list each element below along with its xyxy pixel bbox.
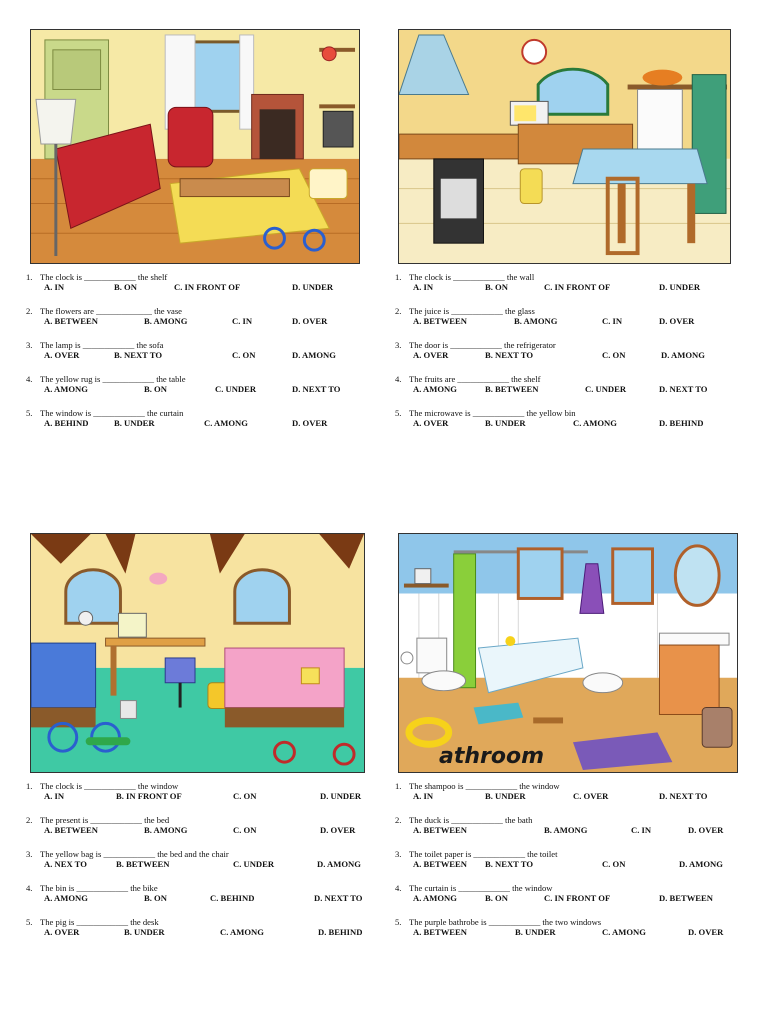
question-text: The flowers are _____________ the vase xyxy=(40,306,182,316)
question-item xyxy=(26,782,371,816)
option-b[interactable]: B. AMONG xyxy=(544,825,588,835)
question-item xyxy=(26,409,366,443)
option-d[interactable]: D. OVER xyxy=(292,418,328,428)
option-c[interactable]: C. IN FRONT OF xyxy=(174,282,241,292)
option-d[interactable]: D. UNDER xyxy=(320,791,362,801)
question-text: The window is ____________ the curtain xyxy=(40,408,184,418)
option-a[interactable]: A. AMONG xyxy=(44,893,88,903)
question-number: 4. xyxy=(26,883,33,893)
question-number: 3. xyxy=(395,849,402,859)
question-number: 4. xyxy=(395,374,402,384)
option-a[interactable]: A. OVER xyxy=(413,350,449,360)
question-item xyxy=(26,816,371,850)
option-d[interactable]: D. OVER xyxy=(688,825,724,835)
option-c[interactable]: C. ON xyxy=(602,350,626,360)
question-item xyxy=(395,409,735,443)
question-item xyxy=(395,273,735,307)
question-number: 5. xyxy=(26,408,33,418)
option-a[interactable]: A. AMONG xyxy=(413,893,457,903)
option-c[interactable]: C. AMONG xyxy=(573,418,617,428)
option-a[interactable]: A. OVER xyxy=(44,927,80,937)
option-b[interactable]: B. UNDER xyxy=(124,927,165,937)
question-text: The yellow bag is ____________ the bed and the chair xyxy=(40,849,229,859)
option-c[interactable]: C. ON xyxy=(602,859,626,869)
option-a[interactable]: A. OVER xyxy=(413,418,449,428)
question-item xyxy=(26,273,366,307)
question-text: The yellow rug is ____________ the table xyxy=(40,374,186,384)
option-c[interactable]: C. UNDER xyxy=(585,384,627,394)
option-b[interactable]: B. ON xyxy=(144,384,167,394)
question-number: 2. xyxy=(26,306,33,316)
option-c[interactable]: C. AMONG xyxy=(204,418,248,428)
option-a[interactable]: A. NEX TO xyxy=(44,859,87,869)
option-c[interactable]: C. UNDER xyxy=(233,859,275,869)
question-text: The microwave is ____________ the yellow bin xyxy=(409,408,576,418)
living-room-illustration xyxy=(30,29,360,264)
question-number: 5. xyxy=(26,917,33,927)
question-text: The clock is ____________ the shelf xyxy=(40,272,168,282)
option-c[interactable]: C. ON xyxy=(232,350,256,360)
question-text: The clock is ____________ the wall xyxy=(409,272,535,282)
option-c[interactable]: C. AMONG xyxy=(602,927,646,937)
option-b[interactable]: B. UNDER xyxy=(515,927,556,937)
question-item xyxy=(26,307,366,341)
question-text: The toilet paper is ____________ the toilet xyxy=(409,849,558,859)
option-b[interactable]: B. ON xyxy=(485,282,508,292)
question-number: 1. xyxy=(26,781,33,791)
option-c[interactable]: C. ON xyxy=(233,825,257,835)
option-c[interactable]: C. IN xyxy=(602,316,623,326)
kitchen-question-list xyxy=(395,273,735,443)
question-number: 2. xyxy=(395,815,402,825)
option-c[interactable]: C. IN FRONT OF xyxy=(544,282,611,292)
option-b[interactable]: B. NEXT TO xyxy=(114,350,163,360)
option-d[interactable]: D. BETWEEN xyxy=(659,893,713,903)
option-a[interactable]: A. BETWEEN xyxy=(413,316,467,326)
option-b[interactable]: B. AMONG xyxy=(144,316,188,326)
question-item xyxy=(26,375,366,409)
question-number: 3. xyxy=(26,849,33,859)
question-number: 3. xyxy=(26,340,33,350)
question-text: The clock is ____________ the window xyxy=(40,781,179,791)
option-d[interactable]: D. BEHIND xyxy=(318,927,363,937)
option-d[interactable]: D. AMONG xyxy=(317,859,361,869)
question-number: 4. xyxy=(395,883,402,893)
option-b[interactable]: B. AMONG xyxy=(514,316,558,326)
question-number: 2. xyxy=(26,815,33,825)
question-text: The bin is ____________ the bike xyxy=(40,883,158,893)
option-c[interactable]: C. ON xyxy=(233,791,257,801)
option-d[interactable]: D. OVER xyxy=(292,316,328,326)
question-number: 3. xyxy=(395,340,402,350)
question-text: The fruits are ____________ the shelf xyxy=(409,374,541,384)
option-b[interactable]: B. AMONG xyxy=(144,825,188,835)
bathroom-illustration xyxy=(398,533,738,773)
option-a[interactable]: A. IN xyxy=(413,282,434,292)
bedroom-illustration xyxy=(30,533,365,773)
option-d[interactable]: D. OVER xyxy=(688,927,724,937)
option-c[interactable]: C. UNDER xyxy=(215,384,257,394)
option-d[interactable]: D. NEXT TO xyxy=(659,791,708,801)
question-text: The curtain is ____________ the window xyxy=(409,883,553,893)
bathroom-question-list xyxy=(395,782,740,952)
option-b[interactable]: B. BETWEEN xyxy=(116,859,170,869)
option-a[interactable]: A. BETWEEN xyxy=(44,825,98,835)
option-b[interactable]: B. BETWEEN xyxy=(485,384,539,394)
option-d[interactable]: D. NEXT TO xyxy=(292,384,341,394)
option-c[interactable]: C. OVER xyxy=(573,791,609,801)
question-item xyxy=(395,782,740,816)
option-c[interactable]: C. BEHIND xyxy=(210,893,255,903)
option-d[interactable]: D. UNDER xyxy=(292,282,334,292)
question-number: 1. xyxy=(26,272,33,282)
question-item xyxy=(395,816,740,850)
option-a[interactable]: A. BEHIND xyxy=(44,418,89,428)
question-text: The pig is ____________ the desk xyxy=(40,917,159,927)
option-a[interactable]: A. BETWEEN xyxy=(44,316,98,326)
option-b[interactable]: B. UNDER xyxy=(485,791,526,801)
option-a[interactable]: A. BETWEEN xyxy=(413,825,467,835)
option-b[interactable]: B. UNDER xyxy=(114,418,155,428)
question-item xyxy=(395,341,735,375)
question-text: The present is ____________ the bed xyxy=(40,815,170,825)
question-text: The juice is ____________ the glass xyxy=(409,306,535,316)
question-number: 2. xyxy=(395,306,402,316)
option-b[interactable]: B. IN FRONT OF xyxy=(116,791,182,801)
option-d[interactable]: D. NEXT TO xyxy=(659,384,708,394)
question-item xyxy=(395,850,740,884)
option-c[interactable]: C. IN xyxy=(232,316,253,326)
question-number: 5. xyxy=(395,408,402,418)
option-c[interactable]: C. AMONG xyxy=(220,927,264,937)
option-c[interactable]: C. IN xyxy=(631,825,652,835)
option-b[interactable]: B. NEXT TO xyxy=(485,859,534,869)
option-d[interactable]: D. AMONG xyxy=(661,350,705,360)
bathroom-banner: athroom xyxy=(439,744,545,769)
question-item xyxy=(26,884,371,918)
question-item xyxy=(395,375,735,409)
option-d[interactable]: D. AMONG xyxy=(292,350,336,360)
living-room-question-list xyxy=(26,273,366,443)
question-number: 1. xyxy=(395,781,402,791)
kitchen-illustration xyxy=(398,29,731,264)
question-number: 1. xyxy=(395,272,402,282)
question-item xyxy=(395,307,735,341)
option-a[interactable]: A. AMONG xyxy=(413,384,457,394)
option-a[interactable]: A. IN xyxy=(44,791,65,801)
question-text: The door is ____________ the refrigerator xyxy=(409,340,556,350)
option-a[interactable]: A. IN xyxy=(44,282,65,292)
option-a[interactable]: A. OVER xyxy=(44,350,80,360)
question-item xyxy=(395,918,740,952)
option-a[interactable]: A. AMONG xyxy=(44,384,88,394)
option-d[interactable]: D. AMONG xyxy=(679,859,723,869)
question-item xyxy=(26,918,371,952)
option-a[interactable]: A. BETWEEN xyxy=(413,859,467,869)
question-text: The shampoo is ____________ the window xyxy=(409,781,560,791)
option-b[interactable]: B. ON xyxy=(485,893,508,903)
question-text: The purple bathrobe is ____________ the two windows xyxy=(409,917,602,927)
option-b[interactable]: B. ON xyxy=(114,282,137,292)
question-item xyxy=(26,850,371,884)
bedroom-question-list xyxy=(26,782,371,952)
question-text: The duck is ____________ the bath xyxy=(409,815,533,825)
option-c[interactable]: C. IN FRONT OF xyxy=(544,893,611,903)
option-d[interactable]: D. NEXT TO xyxy=(314,893,363,903)
question-text: The lamp is ____________ the sofa xyxy=(40,340,164,350)
option-a[interactable]: A. BETWEEN xyxy=(413,927,467,937)
option-b[interactable]: B. ON xyxy=(144,893,167,903)
option-a[interactable]: A. IN xyxy=(413,791,434,801)
option-b[interactable]: B. UNDER xyxy=(485,418,526,428)
option-d[interactable]: D. OVER xyxy=(320,825,356,835)
option-d[interactable]: D. UNDER xyxy=(659,282,701,292)
question-number: 5. xyxy=(395,917,402,927)
question-item xyxy=(395,884,740,918)
option-d[interactable]: D. BEHIND xyxy=(659,418,704,428)
option-b[interactable]: B. NEXT TO xyxy=(485,350,534,360)
option-d[interactable]: D. OVER xyxy=(659,316,695,326)
question-number: 4. xyxy=(26,374,33,384)
question-item xyxy=(26,341,366,375)
